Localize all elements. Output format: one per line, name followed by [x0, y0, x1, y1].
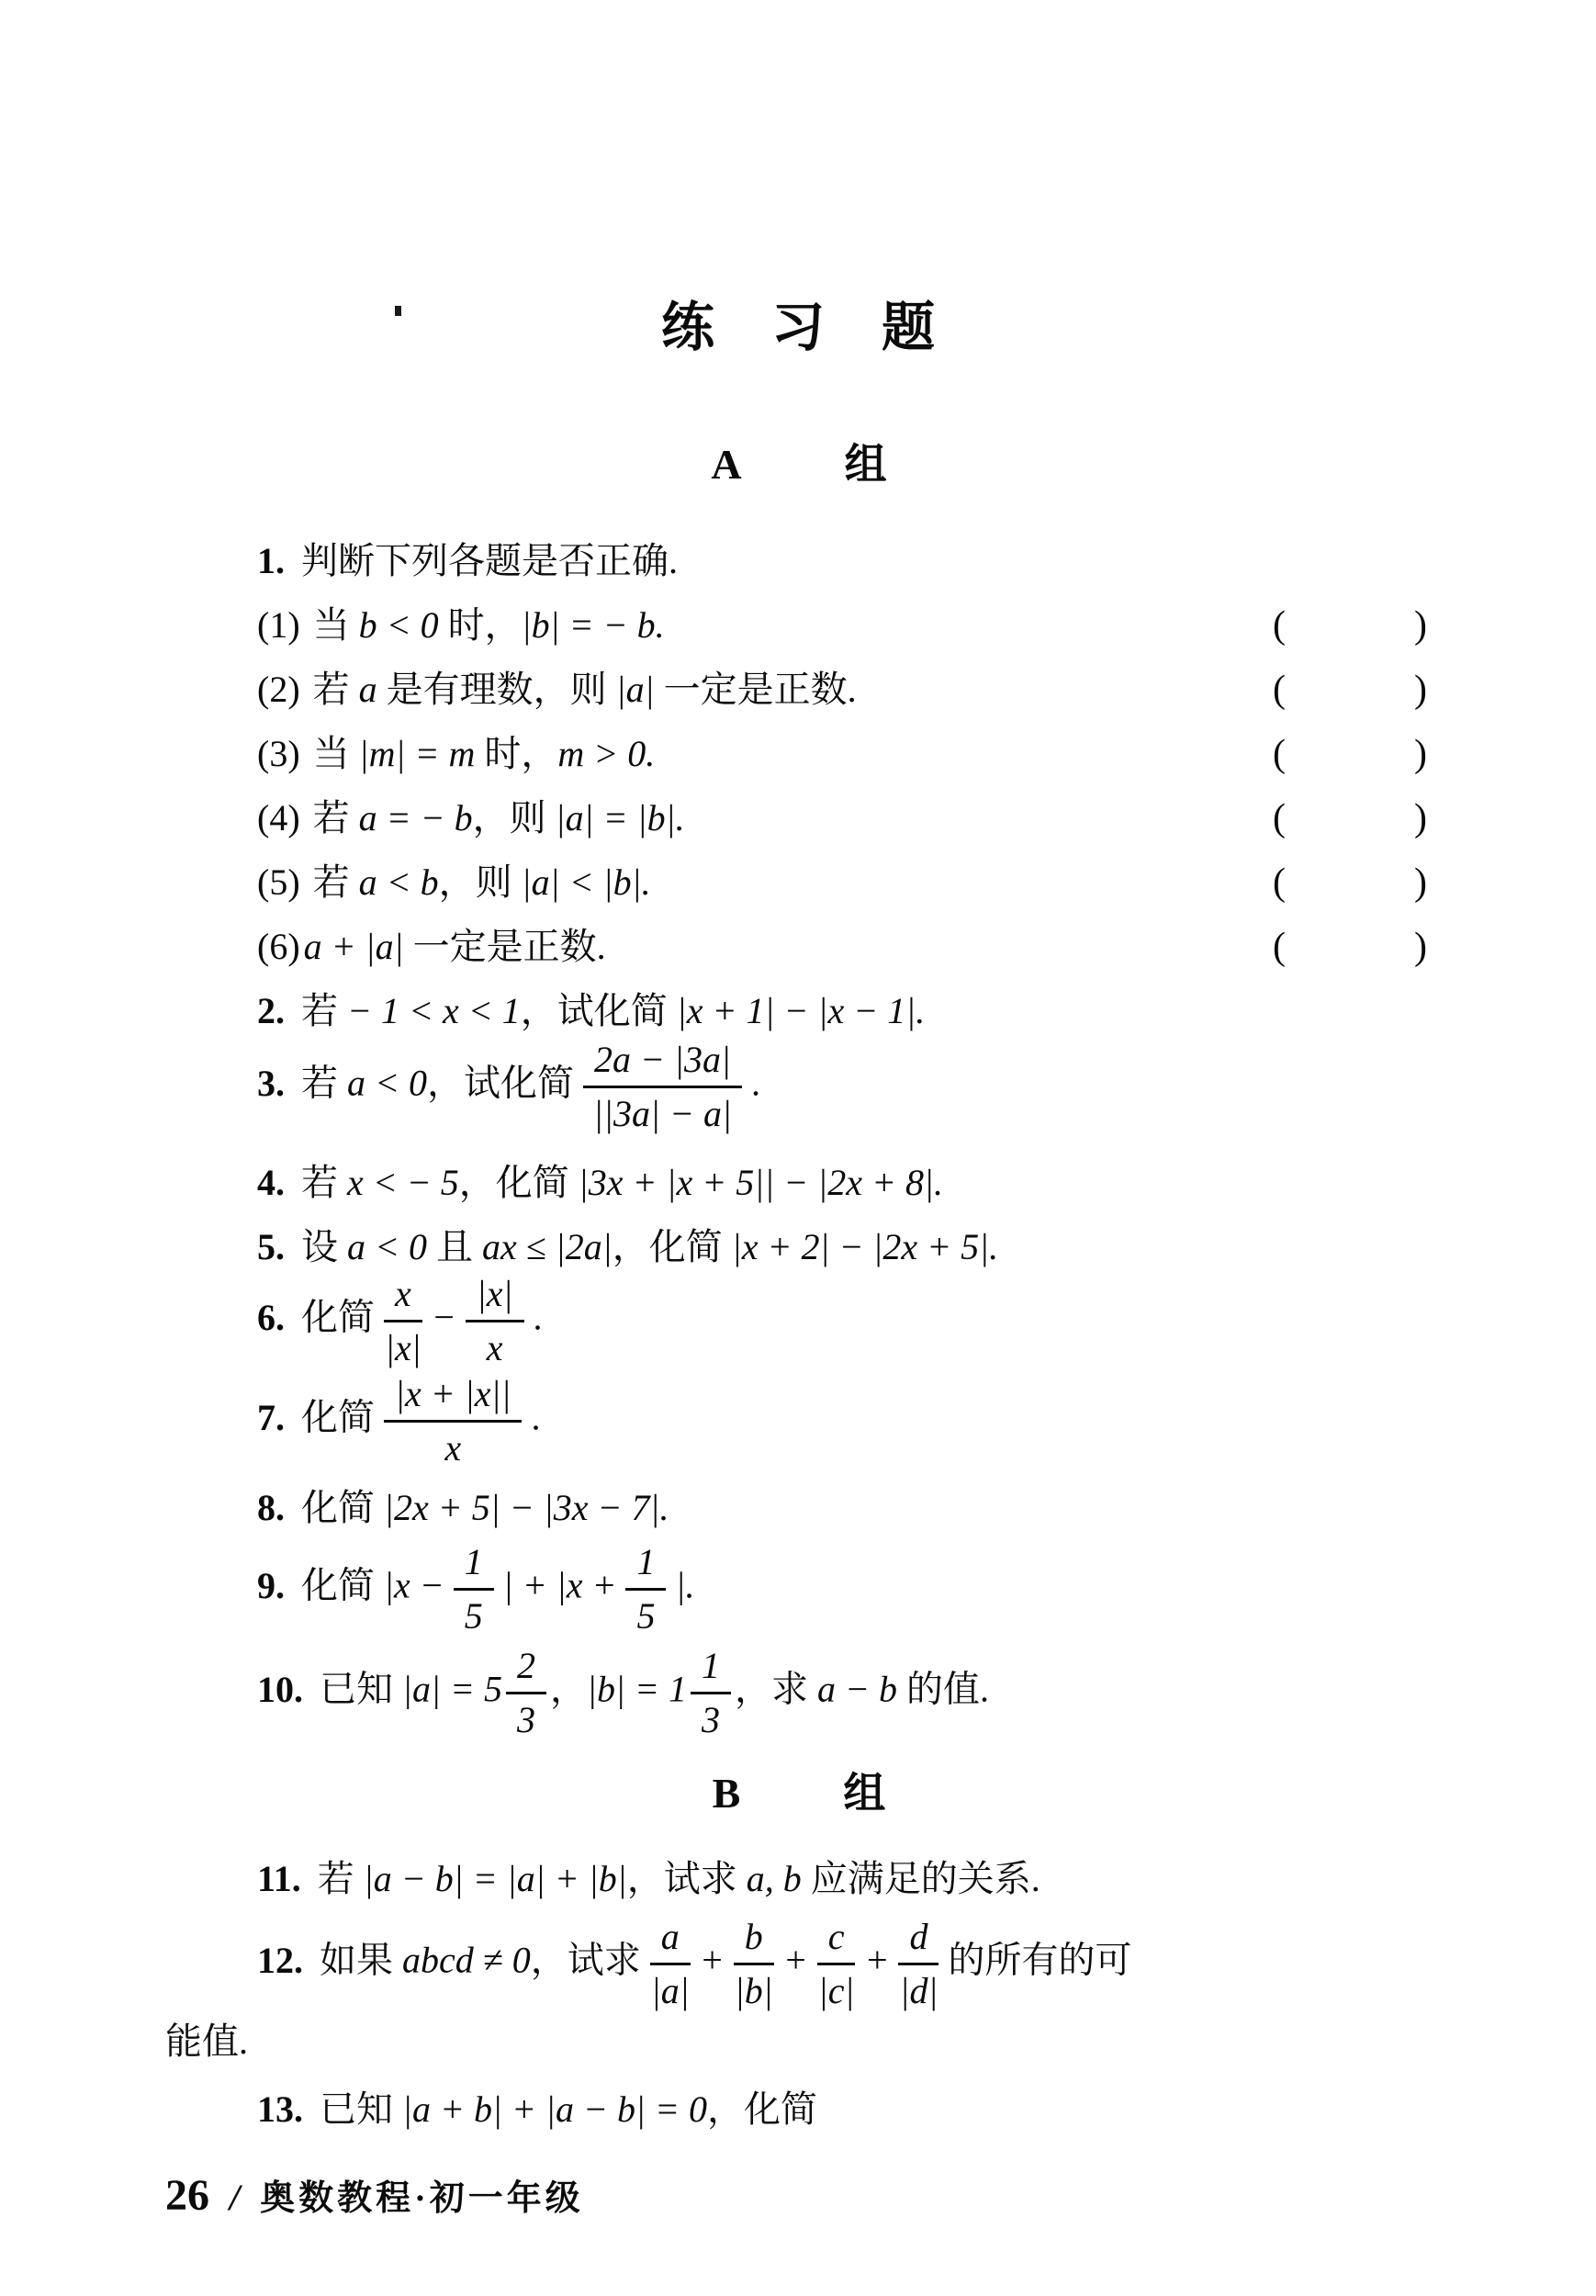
problem-3: [165, 1040, 1433, 1134]
fraction-denominator: |x|: [385, 1327, 421, 1368]
scan-speck: [395, 306, 401, 316]
fraction: [454, 1542, 494, 1637]
cn-run: 是有理数，则: [377, 669, 616, 710]
math-run: a + |a|: [303, 926, 404, 967]
cn-run: 若: [312, 669, 359, 710]
problem-9: [165, 1542, 1433, 1637]
cn-run: 的所有的可: [948, 1939, 1132, 1981]
item-4: [165, 795, 1433, 841]
paren-close: ): [1414, 733, 1427, 775]
math-run: +: [699, 1939, 725, 1981]
fraction-numerator: b: [734, 1917, 774, 1965]
fraction-denominator: |a|: [650, 1970, 690, 2011]
cn-run: 时，: [438, 604, 522, 646]
cn-run: ，试求: [530, 1939, 641, 1981]
math-run: |a|: [615, 669, 655, 710]
cn-run: 且: [427, 1226, 482, 1267]
paren-close: ): [1414, 604, 1427, 647]
math-run: |m| = m: [358, 733, 476, 774]
cn-run: 化简: [301, 1564, 384, 1606]
cn-run: 化简: [301, 1296, 375, 1338]
item-content: [257, 731, 1273, 777]
paren-open: (: [1273, 604, 1286, 647]
cn-run: 若: [317, 1858, 364, 1899]
cn-run: .: [533, 1296, 543, 1338]
answer-parens: [1273, 667, 1433, 713]
math-run: |a| < |b|.: [521, 861, 651, 903]
item-label: (4): [257, 797, 300, 838]
math-run: m > 0.: [557, 733, 656, 774]
math-run: a < 0: [347, 1062, 427, 1104]
item-content: [257, 795, 1273, 841]
problem-10: [165, 1646, 1433, 1740]
math-run: x < − 5: [347, 1162, 459, 1203]
problem-4: [165, 1160, 1433, 1206]
cn-run: ，求: [734, 1668, 817, 1710]
item-label: (1): [257, 604, 300, 646]
cn-run: ，试化简: [427, 1062, 574, 1104]
math-run: |a − b| = |a| + |b|: [363, 1858, 627, 1899]
answer-parens: [1273, 860, 1433, 906]
math-run: a − b: [816, 1668, 897, 1710]
math-run: |b| = 1: [586, 1668, 687, 1710]
paren-open: (: [1273, 926, 1286, 968]
answer-parens: [1273, 602, 1433, 648]
paren-open: (: [1273, 797, 1286, 839]
problem-text: 判断下列各题是否正确.: [301, 540, 678, 581]
problem-number: 10.: [257, 1668, 303, 1710]
math-run: |a| = |b|.: [555, 797, 685, 838]
cn-run: ，化简: [458, 1162, 579, 1203]
fraction-numerator: 2: [506, 1646, 546, 1694]
math-run: |a| = 5: [402, 1668, 502, 1710]
cn-run: 的值.: [896, 1668, 989, 1710]
paren-open: (: [1273, 669, 1286, 711]
problem-12: [165, 1917, 1433, 2011]
item-label: (5): [257, 861, 300, 903]
math-run: +: [782, 1939, 808, 1981]
section-b-letter: B: [712, 1770, 741, 1817]
math-run: a < 0: [347, 1226, 427, 1267]
cn-run: 能值.: [165, 2020, 248, 2062]
section-a-letter: A: [711, 441, 742, 488]
item-3: [165, 731, 1433, 777]
problem-number: 12.: [257, 1939, 303, 1981]
math-run: |.: [675, 1564, 695, 1606]
problem-2: [165, 988, 1433, 1034]
fraction-numerator: a: [650, 1917, 691, 1965]
fraction-numerator: |x|: [466, 1274, 524, 1322]
fraction-numerator: 1: [454, 1542, 494, 1591]
cn-run: ，: [549, 1668, 587, 1710]
math-run: a, b: [746, 1858, 802, 1899]
paren-close: ): [1414, 669, 1427, 711]
item-content: [257, 860, 1273, 906]
math-run: a = − b: [358, 797, 473, 838]
section-b-heading: [165, 1768, 1433, 1819]
fraction-numerator: d: [898, 1917, 938, 1965]
math-run: |2x + 5| − |3x − 7|.: [384, 1487, 669, 1528]
item-label: (2): [257, 669, 300, 710]
item-label: (6): [257, 926, 300, 967]
cn-run: 时，: [475, 733, 558, 774]
problem-number: 7.: [257, 1396, 285, 1438]
item-2: [165, 667, 1433, 713]
math-run: |3x + |x + 5|| − |2x + 8|.: [578, 1162, 943, 1203]
problem-number: 4.: [257, 1162, 285, 1203]
fraction: [466, 1274, 524, 1368]
fraction-denominator: ||3a| − a|: [593, 1093, 732, 1134]
item-content: [257, 602, 1273, 648]
fraction: [384, 1274, 422, 1368]
section-b-label: 组: [843, 1770, 886, 1817]
paren-open: (: [1273, 733, 1286, 775]
problem-number: 1.: [257, 540, 285, 581]
math-run: |x −: [384, 1564, 444, 1606]
paren-close: ): [1414, 861, 1427, 904]
fraction: [734, 1917, 774, 2011]
section-a-heading: [165, 439, 1433, 490]
math-run: | + |x +: [502, 1564, 617, 1606]
fraction: [817, 1917, 856, 2011]
answer-parens: [1273, 924, 1433, 970]
fraction-denominator: x: [444, 1427, 462, 1469]
cn-run: 若: [312, 861, 359, 903]
problem-number: 8.: [257, 1487, 285, 1528]
problem-number: 2.: [257, 990, 285, 1031]
cn-run: 应满足的关系.: [801, 1858, 1040, 1899]
problem-5: [165, 1224, 1433, 1270]
math-run: − 1 < x < 1: [347, 990, 521, 1031]
math-run: |b| = − b.: [521, 604, 665, 646]
answer-parens: [1273, 795, 1433, 841]
cn-run: ，则: [438, 861, 522, 903]
fraction-denominator: |c|: [817, 1970, 855, 2011]
item-6: [165, 924, 1433, 970]
fraction: [898, 1917, 938, 2011]
footer-book-title: 奥数教程·初一年级: [260, 2179, 584, 2218]
fraction-numerator: 1: [691, 1646, 731, 1694]
math-run: |x + 1| − |x − 1|.: [676, 990, 926, 1031]
cn-run: ，化简: [706, 2088, 817, 2130]
fraction-denominator: 5: [636, 1595, 656, 1637]
problem-number: 6.: [257, 1296, 285, 1338]
fraction-denominator: |d|: [899, 1970, 938, 2011]
page-title: 练 习 题: [660, 298, 937, 357]
math-run: b < 0: [358, 604, 439, 646]
cn-run: 若: [301, 1062, 347, 1104]
math-run: −: [431, 1296, 456, 1338]
problem-1: [165, 538, 1433, 584]
paren-close: ): [1414, 926, 1427, 968]
fraction: [583, 1040, 742, 1134]
problem-8: [165, 1485, 1433, 1531]
problem-number: 9.: [257, 1564, 285, 1606]
item-content: [257, 924, 1273, 970]
fraction: [506, 1646, 546, 1740]
cn-run: 若: [312, 797, 359, 838]
cn-run: .: [750, 1062, 760, 1104]
math-run: +: [864, 1939, 890, 1981]
fraction-numerator: 1: [625, 1542, 666, 1591]
fraction-numerator: x: [384, 1274, 422, 1322]
cn-run: ，试化简: [520, 990, 677, 1031]
problem-number: 13.: [257, 2088, 303, 2130]
fraction-numerator: |x + |x||: [384, 1374, 522, 1423]
problem-13: [165, 2087, 1433, 2133]
paren-close: ): [1414, 797, 1427, 839]
fraction-denominator: 3: [701, 1699, 720, 1740]
cn-run: 设: [301, 1226, 347, 1267]
paren-open: (: [1273, 861, 1286, 904]
math-run: abcd ≠ 0: [402, 1939, 531, 1981]
footer-page-number: 26: [165, 2171, 209, 2220]
fraction-numerator: 2a − |3a|: [583, 1040, 742, 1088]
cn-run: 当: [312, 733, 359, 774]
fraction: [625, 1542, 666, 1637]
answer-parens: [1273, 731, 1433, 777]
page-footer: [165, 2169, 584, 2221]
fraction-denominator: 5: [464, 1595, 483, 1637]
fraction: [384, 1374, 522, 1469]
math-run: |a + b| + |a − b| = 0: [402, 2088, 707, 2130]
math-run: |x + 2| − |2x + 5|.: [731, 1226, 999, 1267]
cn-run: 已知: [320, 2088, 402, 2130]
item-1: [165, 602, 1433, 648]
cn-run: 当: [312, 604, 359, 646]
fraction-denominator: x: [486, 1327, 503, 1368]
item-5: [165, 860, 1433, 906]
cn-run: ，化简: [612, 1226, 732, 1267]
problem-number: 5.: [257, 1226, 285, 1267]
problem-number: 3.: [257, 1062, 285, 1104]
cn-run: 如果: [320, 1939, 402, 1981]
item-label: (3): [257, 733, 300, 774]
problem-12-continuation: [165, 2019, 1433, 2065]
fraction-denominator: |b|: [734, 1970, 773, 2011]
cn-run: 化简: [301, 1487, 384, 1528]
footer-separator: /: [230, 2177, 241, 2218]
cn-run: ，则: [472, 797, 556, 838]
fraction: [650, 1917, 691, 2011]
item-content: [257, 667, 1273, 713]
cn-run: 已知: [320, 1668, 402, 1710]
math-run: ax ≤ |2a|: [482, 1226, 613, 1267]
fraction-numerator: c: [817, 1917, 856, 1965]
cn-run: 若: [301, 990, 347, 1031]
problem-6: [165, 1274, 1433, 1368]
problem-11: [165, 1856, 1433, 1902]
section-a-label: 组: [844, 441, 887, 488]
math-run: a < b: [358, 861, 439, 903]
fraction-denominator: 3: [516, 1699, 535, 1740]
math-run: a: [358, 669, 377, 710]
cn-run: 一定是正数.: [654, 669, 857, 710]
cn-run: ，试求: [626, 1858, 747, 1899]
cn-run: 若: [301, 1162, 347, 1203]
cn-run: 一定是正数.: [403, 926, 606, 967]
fraction: [691, 1646, 731, 1740]
problem-7: [165, 1374, 1433, 1469]
cn-run: 化简: [301, 1396, 375, 1438]
cn-run: .: [531, 1396, 541, 1438]
problem-number: 11.: [257, 1858, 301, 1899]
